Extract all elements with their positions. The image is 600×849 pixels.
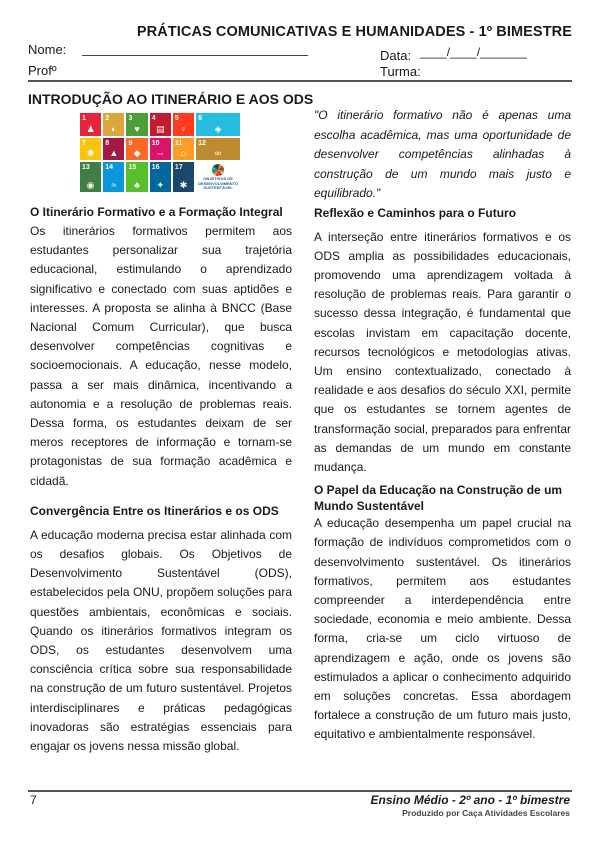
left-column (30, 203, 292, 756)
ods-tile-number: 10 (151, 139, 160, 147)
course-info: Ensino Médio - 2º ano - 1º bimestre (370, 793, 570, 807)
education-role-heading: O Papel da Educação na Construção de um Mundo Sustentável (314, 483, 563, 514)
credit-text: Produzido por Caça Atividades Escolares (402, 808, 570, 818)
itinerary-heading: O Itinerário Formativo e a Formação Integral (30, 205, 283, 219)
ods-tile-9 (126, 138, 147, 161)
ods-tile-1 (80, 113, 101, 136)
ods-goal-icon: ◉ (86, 180, 95, 190)
ods-tile-number: 8 (105, 139, 110, 147)
footer-divider (28, 790, 572, 792)
ods-tile-3 (126, 113, 147, 136)
class-label: Turma: (380, 64, 421, 79)
ods-tile-11 (173, 138, 194, 161)
date-label: Data: (380, 48, 412, 63)
ods-goal-icon: ∞ (214, 148, 222, 159)
ods-tile-5 (173, 113, 194, 136)
ods-goal-icon: ♣ (134, 180, 141, 190)
ods-goal-icon: ♟ (86, 123, 95, 134)
ods-goal-icon: ♥ (134, 123, 140, 134)
ods-tile-number: 11 (174, 139, 183, 147)
teacher-label: Profº (28, 63, 57, 78)
ods-tile-number: 4 (151, 115, 156, 122)
ods-wheel-icon (212, 164, 224, 176)
ods-goal-icon: ▤ (156, 123, 165, 134)
ods-tile-7 (80, 138, 101, 161)
ods-tile-number: 15 (128, 164, 137, 172)
ods-goal-icon: ▲ (109, 148, 119, 159)
ods-tile-15 (126, 162, 147, 192)
ods-goal-icon: ◈ (214, 123, 222, 134)
reflection-paragraph: A interseção entre itinerários formativos e os ODS amplia as possibilidades educacionais, promovendo uma aprendizagem voltada à resolução de problemas reais. Para garantir o sucesso dessa integração, é fundamental que escolas invistam em capacitação docente, recursos tecnológicos e metodologias ativas. Um ensino contextualizado, conectado à realidade e aos desafios do século XXI, permite que os estudantes se tornem agentes de transformação social, preparados para enfrentar as demandas de um mundo em constante mudança. (314, 229, 571, 474)
reflection-heading: Reflexão e Caminhos para o Futuro (314, 205, 517, 220)
right-column (314, 106, 571, 745)
ods-tile-number: 17 (174, 164, 183, 172)
ods-tile-number: 16 (151, 164, 160, 172)
ods-goal-icon: ≈ (111, 180, 117, 190)
ods-goal-icon: ◆ (133, 148, 141, 159)
ods-tile-12 (196, 138, 240, 161)
ods-logo-text: OBJETIVOS DE DESENVOLVIMENTO SUSTENTÁVEL (198, 176, 239, 190)
ods-tile-number: 9 (128, 139, 133, 147)
name-label: Nome: (28, 42, 67, 57)
page-number: 7 (30, 793, 37, 807)
ods-goal-icon: ✱ (179, 180, 188, 190)
ods-goal-icon: ✦ (156, 180, 165, 190)
worksheet-title: PRÁTICAS COMUNICATIVAS E HUMANIDADES - 1º BIMESTRE (136, 24, 572, 40)
name-field[interactable] (82, 40, 308, 56)
ods-goal-icon: ◐ (111, 123, 117, 134)
ods-tile-number: 2 (105, 115, 110, 122)
ods-tile-13 (80, 162, 101, 192)
ods-tile-number: 12 (198, 139, 206, 147)
ods-goal-icon: ♀ (180, 123, 187, 134)
convergence-paragraph: A educação moderna precisa estar alinhada com os desafios globais. Os Objetivos de Desenvolvimento Sustentável (ODS), estabelecidos pela ONU, propõem soluções para questões ambientais, econômicas e sociais. Quando os itinerários formativos integram os ODS, os estudantes desenvolvem uma consciência crítica sobre sua responsabilidade na construção de um futuro sustentável. Projetos interdisciplinares e práticas pedagógicas inovadoras são estratégias essenciais para engajar os jovens nessa missão global. (30, 527, 292, 754)
ods-goals-image (80, 113, 240, 192)
ods-tile-14 (103, 162, 124, 192)
ods-tile-number: 7 (82, 139, 86, 147)
ods-tile-16 (150, 162, 171, 192)
convergence-heading: Convergência Entre os Itinerários e os ODS (30, 503, 279, 518)
ods-tile-4 (150, 113, 171, 136)
ods-goal-icon: ✺ (86, 148, 95, 159)
ods-logo (196, 162, 240, 192)
education-role-paragraph: A educação desempenha um papel crucial na formação de indivíduos comprometidos com o desenvolvimento sustentável. Os itinerários formativos, permitem aos estudantes compreender a interdependência entre sociedade, economia e meio ambiente. Dessa forma, cria-se um ciclo virtuoso de aprendizagem e ação, onde os jovens são estimulados a aplicar o conhecimento adquirido em soluções concretas. Essa abordagem fortalece a construção de um futuro mais justo, equitativo e ambientalmente responsável. (314, 516, 571, 742)
section-title: INTRODUÇÃO AO ITINERÁRIO E AOS ODS (28, 91, 314, 107)
ods-tile-6 (196, 113, 240, 136)
ods-tile-17 (173, 162, 194, 192)
ods-tile-number: 14 (105, 164, 114, 172)
ods-goal-icon: ⇔ (155, 148, 165, 159)
ods-tile-number: 3 (128, 115, 133, 122)
ods-tile-10 (150, 138, 171, 161)
ods-goal-icon: ⌂ (180, 148, 187, 159)
ods-tile-number: 13 (82, 164, 90, 172)
quote-text: "O itinerário formativo não é apenas uma escolha acadêmica, mas uma oportunidade de desenvolver competências alinhadas à construção de um mundo mais justo e equilibrado." (314, 108, 571, 200)
header-divider (28, 80, 572, 82)
ods-tile-2 (103, 113, 124, 136)
ods-tile-number: 1 (82, 115, 86, 122)
itinerary-paragraph: Os itinerários formativos permitem aos estudantes personalizar sua trajetória educacional, estimulando o aprendizado significativo e conectado com suas aptidões e interesses. A proposta se alinha à BNCC (Base Nacional Comum Curricular), que busca desenvolver competências cognitivas e socioemocionais. A educação, nesse modelo, passa a ser mais dinâmica, incentivando a autonomia e a resolução de problemas reais. Dessa forma, os estudantes deixam de ser meros receptores de informação e tornam-se protagonistas de sua formação acadêmica e cidadã. (30, 224, 292, 488)
ods-tile-8 (103, 138, 124, 161)
ods-tile-number: 5 (174, 115, 179, 122)
ods-tile-number: 6 (198, 115, 203, 122)
date-field[interactable]: ____/____/_______ (420, 45, 527, 59)
